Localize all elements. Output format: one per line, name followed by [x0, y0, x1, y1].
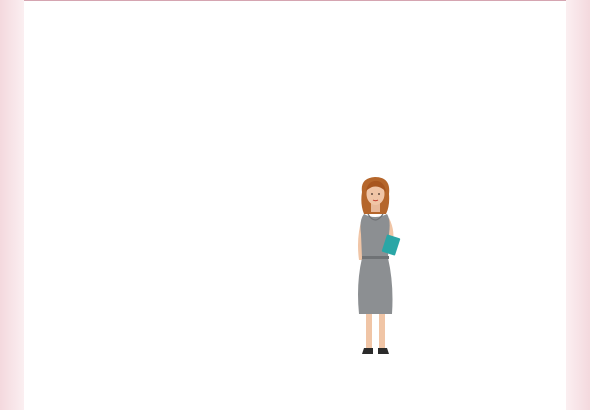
hr-temp-cell	[25, 0, 466, 1]
retention-table	[24, 0, 566, 1]
page-edge-right	[566, 0, 590, 410]
document-sheet	[24, 0, 566, 410]
temp-period-cell	[466, 0, 528, 1]
woman-figure-icon	[342, 174, 410, 358]
page-edge-left	[0, 0, 24, 410]
table-row-hr-temp	[25, 0, 567, 1]
woman-illustration	[342, 174, 410, 358]
temp-mark-cell	[528, 0, 567, 1]
